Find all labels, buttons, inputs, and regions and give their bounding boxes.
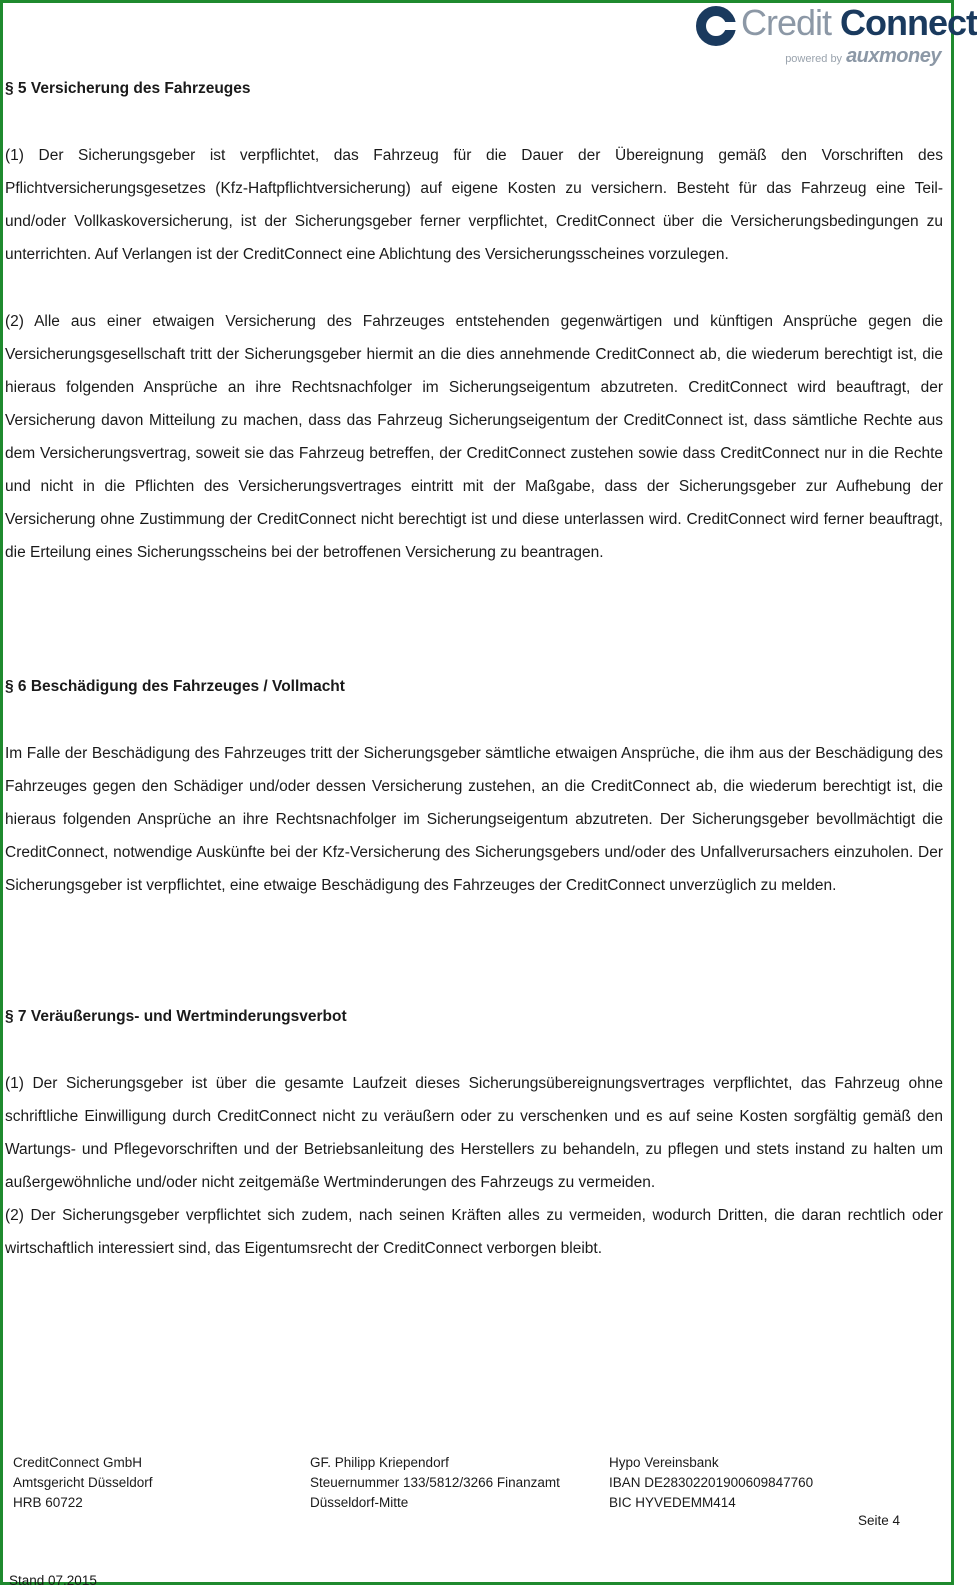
section-5-heading: § 5 Versicherung des Fahrzeuges xyxy=(5,80,251,97)
footer-bank-column xyxy=(609,1453,813,1513)
footer-line: Steuernummer 133/5812/3266 Finanzamt xyxy=(310,1475,560,1490)
footer-line: Amtsgericht Düsseldorf xyxy=(13,1475,153,1490)
footer-management-column xyxy=(310,1453,560,1513)
footer-line: HRB 60722 xyxy=(13,1495,83,1510)
section-5-paragraph-2: (2) Alle aus einer etwaigen Versicherung des Fahrzeuges entstehenden gegenwärtigen und künftigen Ansprüche gegen die Versicherungsgesellschaft tritt der Sicherungsgeber hiermit an die dies annehmende CreditConnect ab, die wiederum berechtigt ist, die hieraus folgenden Ansprüche an ihre Rechtsnachfolger im Sicherungseigentum abzutreten. CreditConnect wird beauftragt, der Versicherung davon Mitteilung zu machen, dass das Fahrzeug Sicherungseigentum der CreditConnect ist, dass sämtliche Rechte aus dem Versicherungsvertrag, soweit sie das Fahrzeug betreffen, der CreditConnect zustehen sowie dass CreditConnect nur in die Rechte und nicht in die Pflichten des Versicherungsvertrages eintritt mit der Maßgabe, dass der Sicherungsgeber zur Aufhebung der Versicherung ohne Zustimmung der CreditConnect nicht berechtigt ist und diese unterlassen wird. CreditConnect wird ferner beauftragt, die Erteilung eines Sicherungsscheins bei der betroffenen Versicherung zu beantragen. xyxy=(5,313,943,561)
credit-connect-logo xyxy=(695,2,977,67)
footer-line: Düsseldorf-Mitte xyxy=(310,1495,409,1510)
logo-powered-by: powered by auxmoney xyxy=(785,45,941,67)
footer-line: BIC HYVEDEMM414 xyxy=(609,1495,736,1510)
footer-line: GF. Philipp Kriependorf xyxy=(310,1455,449,1470)
footer-line: Hypo Vereinsbank xyxy=(609,1455,719,1470)
section-6-heading: § 6 Beschädigung des Fahrzeuges / Vollmacht xyxy=(5,678,345,695)
footer-line: IBAN DE28302201900609847760 xyxy=(609,1475,814,1490)
footer-line: CreditConnect GmbH xyxy=(13,1455,143,1470)
footer-company-column xyxy=(13,1453,153,1513)
document-version: Stand 07.2015 xyxy=(9,1573,97,1588)
logo-wordmark: Credit Connect xyxy=(741,2,977,43)
section-7-paragraph-2: (2) Der Sicherungsgeber verpflichtet sich zudem, nach seinen Kräften alles zu vermeiden, wodurch Dritten, die daran rechtlich oder wirtschaftlich interessiert sind, das Eigentumsrecht der CreditConnect verborgen bleibt. xyxy=(5,1207,943,1257)
section-6-paragraph-1: Im Falle der Beschädigung des Fahrzeuges tritt der Sicherungsgeber sämtliche etwaigen Ansprüche, die ihm aus der Beschädigung des Fahrzeuges gegen den Schädiger und/oder dessen Versicherung zustehen, an die CreditConnect ab, die wiederum berechtigt ist, die hieraus folgenden Ansprüche an ihre Rechtsnachfolger im Sicherungseigentum abzutreten. Der Sicherungsgeber bevollmächtigt die CreditConnect, notwendige Auskünfte bei der Kfz-Versicherung des Sicherungsgebers und/oder des Unfallverursachers einzuholen. Der Sicherungsgeber ist verpflichtet, eine etwaige Beschädigung des Fahrzeuges der CreditConnect unverzüglich zu melden. xyxy=(5,745,943,894)
section-7-paragraph-1: (1) Der Sicherungsgeber ist über die gesamte Laufzeit dieses Sicherungsübereignungsvertrages verpflichtet, das Fahrzeug ohne schriftliche Einwilligung durch CreditConnect nicht zu veräußern oder zu verschenken und es auf seine Kosten sorgfältig gemäß den Wartungs- und Pflegevorschriften und der Betriebsanleitung des Herstellers zu behandeln, zu pflegen und stets instand zu halten um außergewöhnliche und/oder nicht zeitgemäße Wertminderungen des Fahrzeugs zu vermeiden. xyxy=(5,1075,943,1191)
section-5-paragraph-1: (1) Der Sicherungsgeber ist verpflichtet, das Fahrzeug für die Dauer der Übereignung gemäß den Vorschriften des Pflichtversicherungsgesetzes (Kfz-Haftpflichtversicherung) auf eigene Kosten zu versichern. Besteht für das Fahrzeug eine Teil- und/oder Vollkaskoversicherung, ist der Sicherungsgeber ferner verpflichtet, CreditConnect über die Versicherungsbedingungen zu unterrichten. Auf Verlangen ist der CreditConnect eine Ablichtung des Versicherungsscheines vorzulegen. xyxy=(5,147,943,263)
section-7-heading: § 7 Veräußerungs- und Wertminderungsverbot xyxy=(5,1008,347,1025)
credit-connect-ring-icon xyxy=(695,5,737,47)
page-number: Seite 4 xyxy=(858,1513,901,1528)
